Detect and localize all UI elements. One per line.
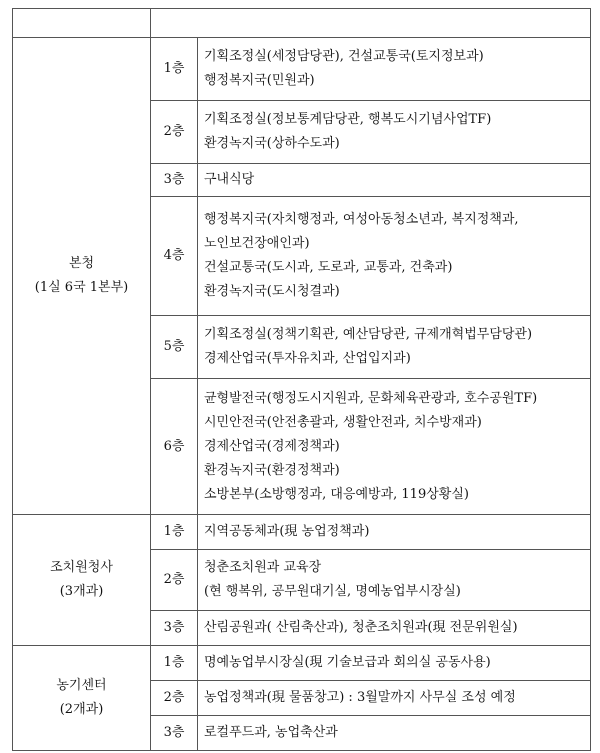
- building-name: 농기센터: [56, 678, 107, 693]
- floor-label: 3층: [151, 716, 198, 751]
- department-cell: [198, 515, 591, 550]
- department-cell: [198, 316, 591, 379]
- department-cell: [198, 197, 591, 316]
- department-line: 명예농업부시장실(現 기술보급과 회의실 공동사용): [204, 655, 491, 670]
- floor-label: 4층: [151, 197, 198, 316]
- department-line: 경제산업국(경제정책과): [204, 438, 340, 454]
- header-cell-building: [13, 9, 151, 38]
- building-cell: [13, 38, 151, 515]
- header-cell-floor: [151, 9, 591, 38]
- department-line: 환경녹지국(도시청결과): [204, 284, 340, 299]
- department-line: (현 행복위, 공무원대기실, 명예농업부시장실): [204, 584, 461, 599]
- department-cell: [198, 611, 591, 646]
- department-line: 구내식당: [204, 172, 255, 187]
- building-cell: [13, 515, 151, 646]
- building-name: 조치원청사: [50, 560, 113, 575]
- department-cell: [198, 164, 591, 197]
- department-cell: [198, 550, 591, 611]
- department-line: 행정복지국(자치행정과, 여성아동청소년과, 복지정책과,: [204, 212, 519, 227]
- department-line: 기획조정실(정책기획관, 예산담당관, 규제개혁법무담당관): [204, 327, 533, 342]
- department-cell: [198, 716, 591, 751]
- department-cell: [198, 681, 591, 716]
- floor-label: 2층: [151, 101, 198, 164]
- floor-label: 1층: [151, 38, 198, 101]
- floor-directory-table: [12, 8, 591, 751]
- floor-label: 1층: [151, 515, 198, 550]
- department-line: 로컬푸드과, 농업축산과: [204, 725, 338, 740]
- floor-label: 5층: [151, 316, 198, 379]
- building-subtitle: (2개과): [59, 702, 104, 717]
- department-line: 청춘조치원과 교육장: [204, 560, 322, 575]
- department-line: 시민안전국(안전총괄과, 생활안전과, 치수방재과): [204, 414, 482, 430]
- floor-label: 2층: [151, 550, 198, 611]
- floor-label: 2층: [151, 681, 198, 716]
- department-line: 건설교통국(도시과, 도로과, 교통과, 건축과): [204, 260, 453, 275]
- department-line: 경제산업국(투자유치과, 산업입지과): [204, 351, 411, 366]
- department-line: 산림공원과( 산림축산과), 청춘조치원과(現 전문위원실): [204, 620, 518, 635]
- department-line: 환경녹지국(환경정책과): [204, 462, 340, 478]
- department-line: 소방본부(소방행정과, 대응예방과, 119상황실): [204, 486, 469, 502]
- floor-row: [13, 38, 591, 101]
- department-line: 기획조정실(세정담당관), 건설교통국(토지정보과): [204, 49, 484, 64]
- floor-label: 1층: [151, 646, 198, 681]
- floor-label: 3층: [151, 611, 198, 646]
- floor-row: [13, 515, 591, 550]
- building-name: 본청: [68, 256, 95, 271]
- department-cell: [198, 38, 591, 101]
- building-subtitle: (3개과): [59, 584, 104, 599]
- department-cell: [198, 646, 591, 681]
- floor-label: 6층: [151, 379, 198, 515]
- department-line: 지역공동체과(現 농업정책과): [204, 524, 370, 539]
- department-line: 환경녹지국(상하수도과): [204, 136, 340, 151]
- department-line: 노인보건장애인과): [204, 236, 310, 251]
- header-row: [13, 9, 591, 38]
- building-subtitle: (1실 6국 1본부): [34, 280, 129, 295]
- department-line: 농업정책과(現 물품창고) : 3월말까지 사무실 조성 예정: [204, 690, 516, 705]
- department-line: 균형발전국(행정도시지원과, 문화체육관광과, 호수공원TF): [204, 390, 538, 406]
- building-cell: [13, 646, 151, 751]
- floor-label: 3층: [151, 164, 198, 197]
- floor-row: [13, 646, 591, 681]
- department-line: 기획조정실(정보통계담당관, 행복도시기념사업TF): [204, 112, 492, 127]
- department-line: 행정복지국(민원과): [204, 73, 315, 88]
- department-cell: [198, 379, 591, 515]
- department-cell: [198, 101, 591, 164]
